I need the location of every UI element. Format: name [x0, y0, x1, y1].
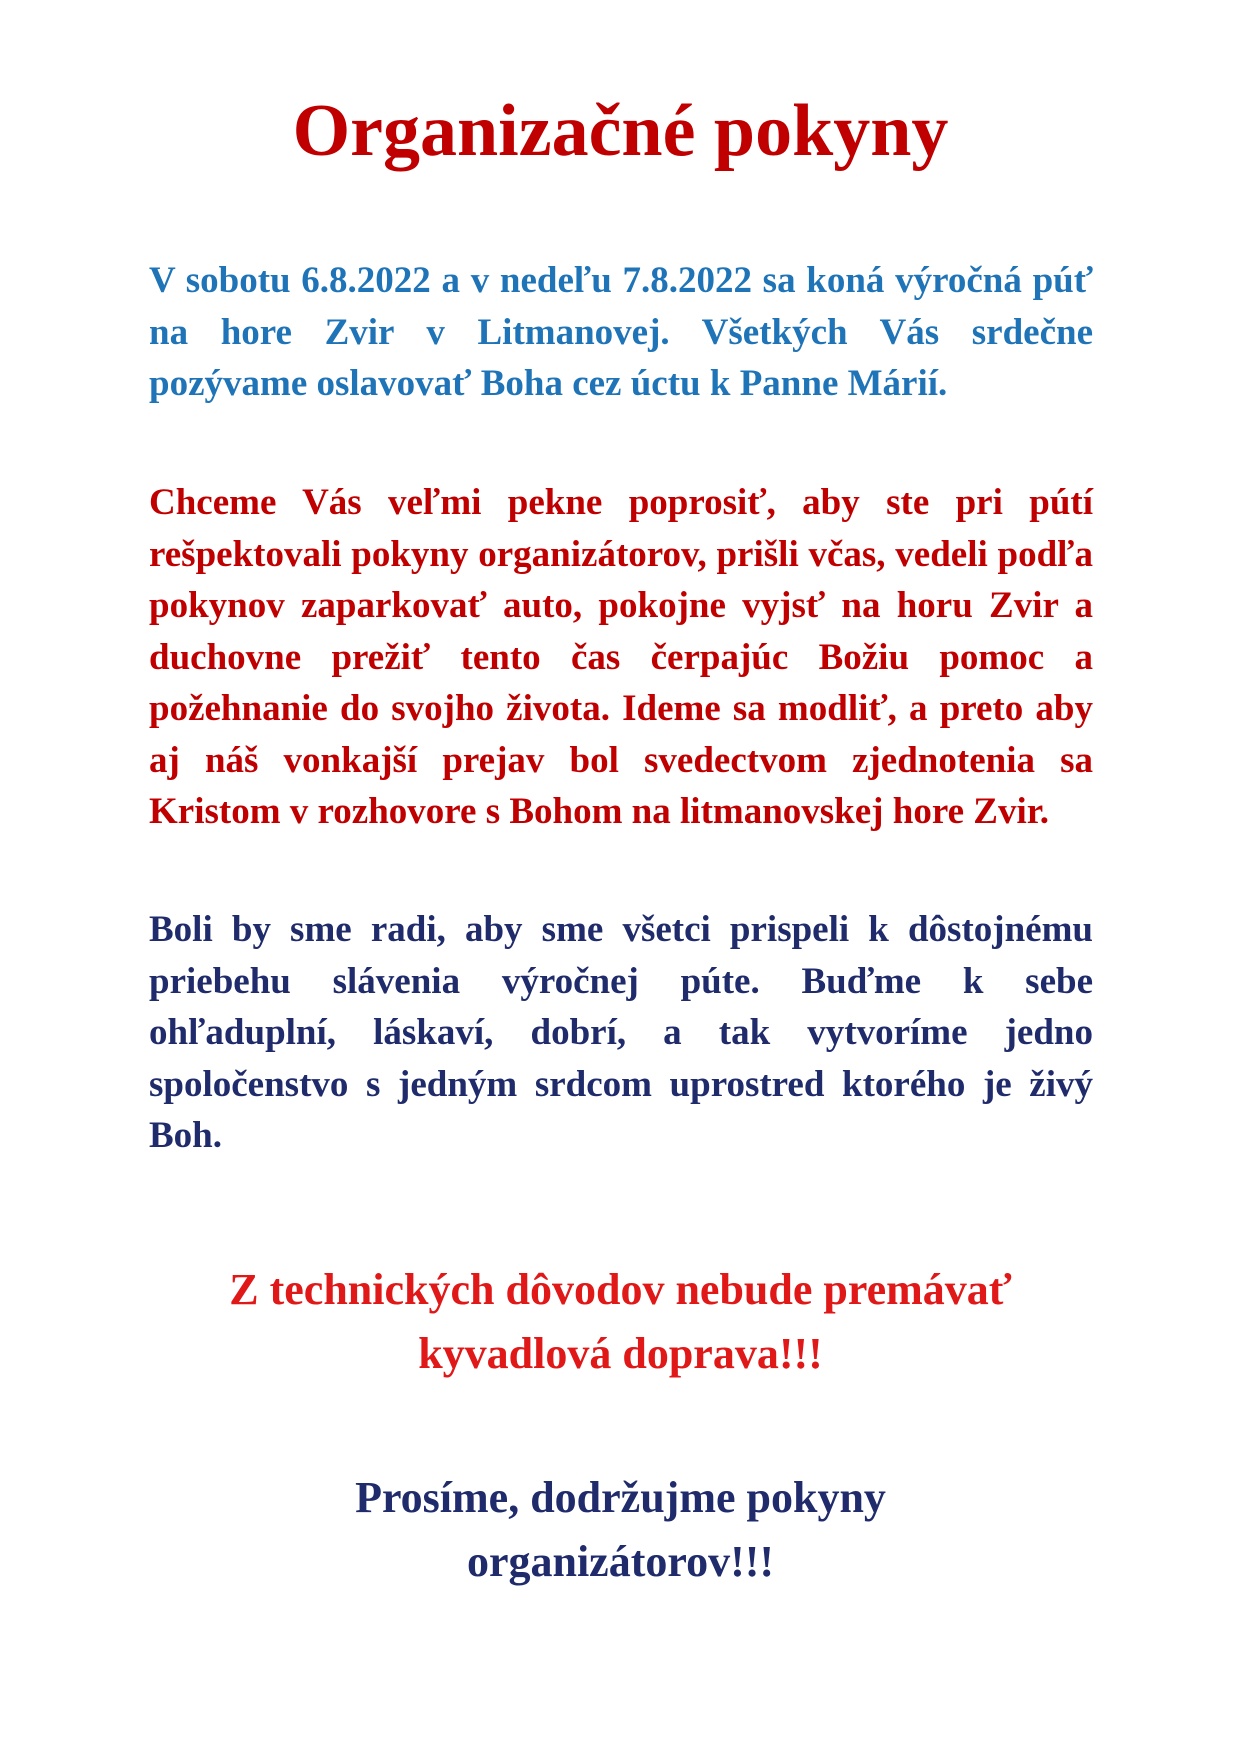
instructions-notice-line-2: organizátorov!!! [466, 1537, 775, 1586]
page-title: Organizačné pokyny [292, 90, 949, 172]
instructions-notice-line-1: Prosíme, dodržujme pokyny [355, 1473, 886, 1522]
community-paragraph: Boli by sme radi, aby sme všetci prispeli k dôstojnému priebehu slávenia výročnej púte. Buďme k sebe ohľaduplní, láskaví, dobrí, a tak vytvoríme jedno spoločenstvo s jedným srdcom uprostred ktorého je živý Boh. [149, 909, 1093, 1156]
request-paragraph: Chceme Vás veľmi pekne poprosiť, aby ste pri pútí rešpektovali pokyny organizátorov, prišli včas, vedeli podľa pokynov zaparkovať auto, pokojne vyjsť na horu Zvir a duchovne prežiť tento čas čerpajúc Božiu pomoc a požehnanie do svojho života. Ideme sa modliť, a preto aby aj náš vonkajší prejav bol svedectvom zjednotenia sa Kristom v rozhovore s Bohom na litmanovskej hore Zvir. [149, 482, 1093, 832]
transport-notice [0, 1258, 1241, 1386]
instructions-notice [0, 1466, 1241, 1594]
transport-notice-line-1: Z technických dôvodov nebude premávať [229, 1265, 1012, 1314]
transport-notice-line-2: kyvadlová doprava!!! [418, 1329, 823, 1378]
invitation-paragraph: V sobotu 6.8.2022 a v nedeľu 7.8.2022 sa koná výročná púť na hore Zvir v Litmanovej. Všetkých Vás srdečne pozývame oslavovať Boha cez úctu k Panne Márií. [149, 260, 1093, 404]
